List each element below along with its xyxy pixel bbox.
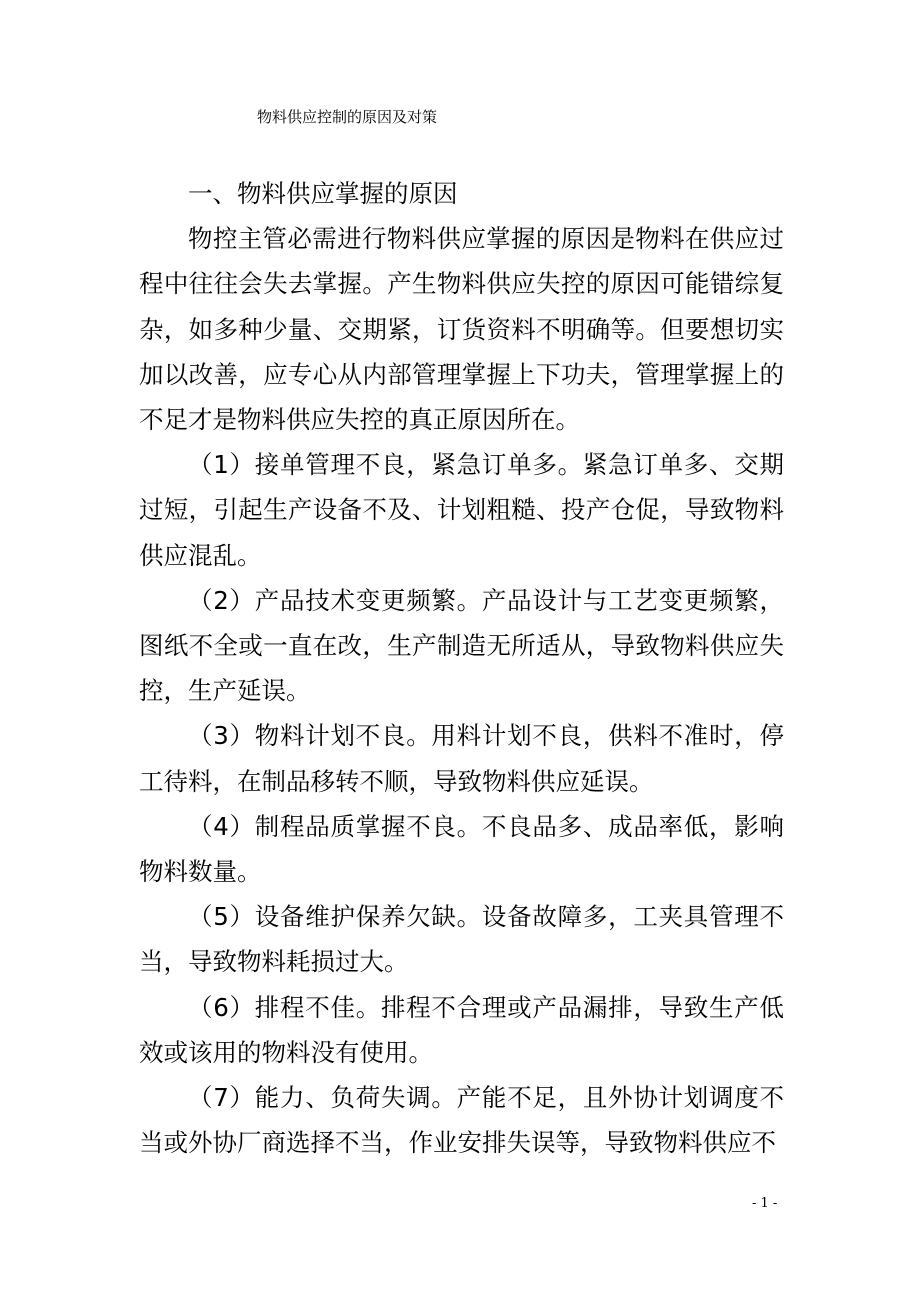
reason-item-4: （4）制程品质掌握不良。不良品多、成品率低，影响物料数量。 <box>139 811 784 887</box>
reason-item-3: （3）物料计划不良。用料计划不良，供料不准时，停工待料，在制品移转不顺，导致物料供应延误。 <box>139 721 784 796</box>
reason-item-2: （2）产品技术变更频繁。产品设计与工艺变更频繁，图纸不全或一直在改，生产制造无所适从，导致物料供应失控，生产延误。 <box>139 585 784 706</box>
intro-paragraph: 物控主管必需进行物料供应掌握的原因是物料在供应过程中往往会失去掌握。产生物料供应失控的原因可能错综复杂，如多种少量、交期紧，订货资料不明确等。但要想切实加以改善，应专心从内部管理掌握上下功夫，管理掌握上的不足才是物料供应失控的真正原因所在。 <box>139 224 784 435</box>
reason-item-1: （1）接单管理不良，紧急订单多。紧急订单多、交期过短，引起生产设备不及、计划粗糙、投产仓促，导致物料供应混乱。 <box>139 450 784 570</box>
document-body <box>139 171 784 1165</box>
reason-item-7: （7）能力、负荷失调。产能不足，且外协计划调度不当或外协厂商选择不当，作业安排失误等，导致物料供应不 <box>139 1083 784 1158</box>
section-heading: 一、物料供应掌握的原因 <box>188 179 458 208</box>
page-number: - 1 - <box>752 1196 778 1211</box>
reason-item-5: （5）设备维护保养欠缺。设备故障多，工夹具管理不当，导致物料耗损过大。 <box>139 902 784 977</box>
document-title: 物料供应控制的原因及对策 <box>257 108 438 126</box>
reason-item-6: （6）排程不佳。排程不合理或产品漏排，导致生产低效或该用的物料没有使用。 <box>139 992 784 1067</box>
